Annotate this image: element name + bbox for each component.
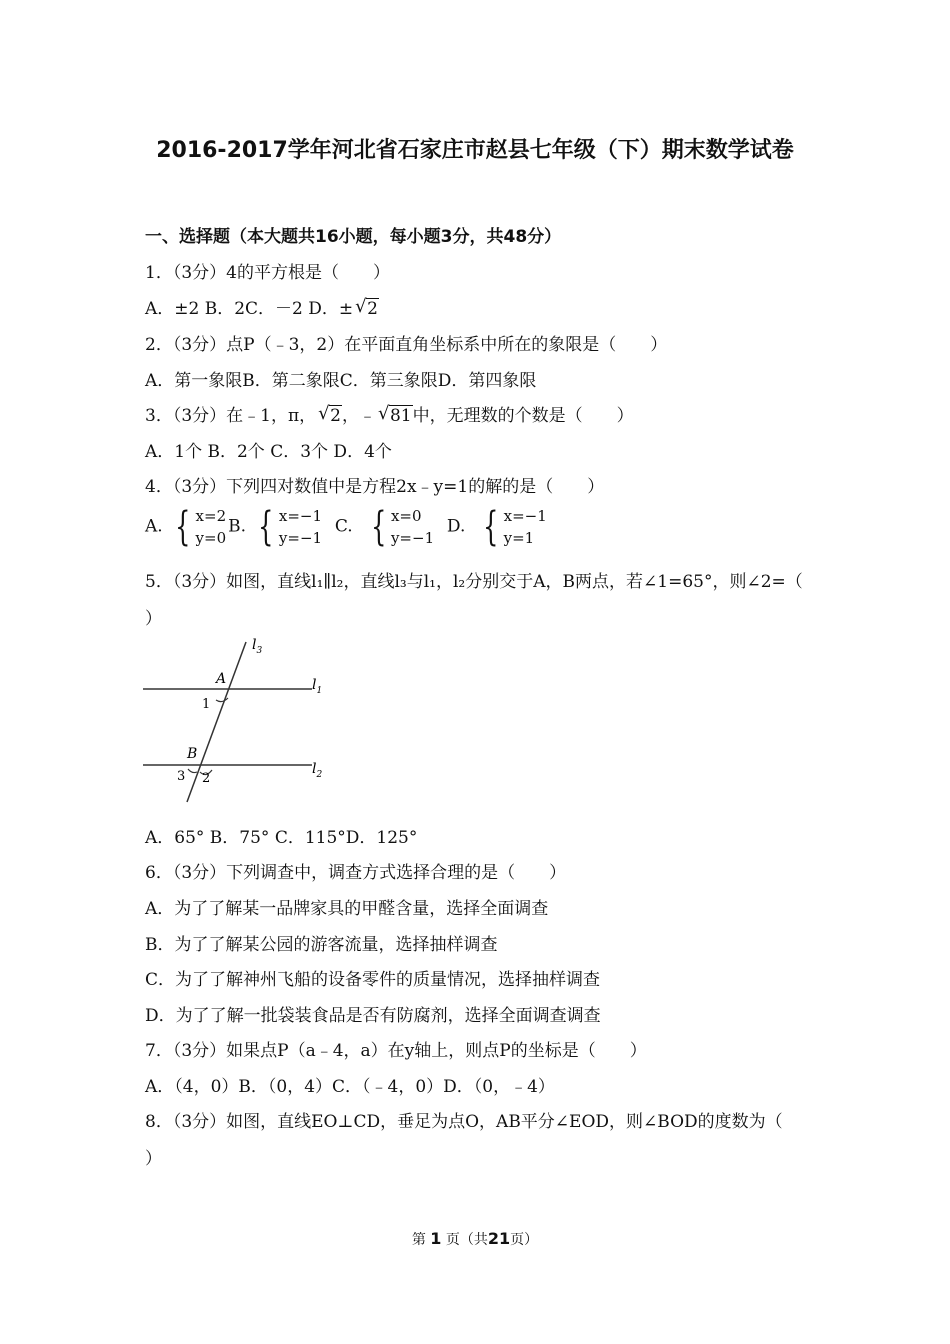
label-l2: l (312, 761, 317, 777)
equation: y=0 (195, 529, 227, 547)
footer-text: 第 (411, 1232, 426, 1248)
question-7-options: A．（4，0）B．（0，4）C．（﹣4，0）D．（0，﹣4） (145, 1077, 555, 1097)
question-6-option-d: D．为了了解一批袋装食品是否有防腐剂，选择全面调查调查 (145, 1006, 601, 1026)
label-point-b: B (187, 746, 198, 762)
footer-text: 页（共 (445, 1232, 488, 1248)
label-angle-2: 2 (202, 771, 211, 786)
radicand: 2 (330, 406, 341, 426)
equation: y=−1 (390, 529, 435, 547)
radicand: 81 (389, 406, 412, 426)
option-label: C. (334, 516, 353, 537)
label-l3-sub: 3 (256, 646, 263, 656)
page-title: 2016-2017学年河北省石家庄市赵县七年级（下）期末数学试卷 (156, 138, 794, 163)
question-3-options: A．1个 B．2个 C．3个 D．4个 (145, 442, 392, 462)
question-5-continued: ） (145, 609, 162, 629)
option-label: D. (446, 516, 466, 537)
q3-text: 3．（3分）在﹣1，π， (145, 406, 317, 426)
section-heading: 一、选择题（本大题共16小题，每小题3分，共48分） (145, 227, 562, 247)
q3-text: ，﹣ (341, 406, 376, 426)
angle-3-arc (188, 769, 197, 773)
question-5: 5．（3分）如图，直线l₁∥l₂，直线l₃与l₁，l₂分别交于A，B两点，若∠1=65°，则∠2=（ (145, 572, 803, 592)
equation: x=0 (390, 507, 422, 525)
label-l1-sub: 1 (316, 686, 323, 696)
question-6-option-b: B．为了了解某公园的游客流量，选择抽样调查 (145, 935, 498, 955)
question-6: 6．（3分）下列调查中，调查方式选择合理的是（ ） (145, 863, 567, 883)
page-number: 1 (430, 1229, 442, 1248)
q3-text: 中，无理数的个数是（ ） (412, 406, 634, 426)
question-6-option-c: C．为了了解神州飞船的设备零件的质量情况，选择抽样调查 (145, 970, 601, 990)
question-4-options (145, 505, 549, 549)
question-1: 1．（3分）4的平方根是（ ） (145, 263, 390, 283)
question-3 (145, 401, 634, 426)
sqrt-expression: √ 2 (318, 403, 341, 426)
label-point-a: A (216, 671, 227, 687)
option-label: B. (228, 516, 247, 537)
footer-text: 页） (510, 1232, 539, 1248)
equation: x=−1 (503, 507, 547, 525)
equation: x=−1 (278, 507, 323, 525)
svg-text:l3 (252, 637, 262, 656)
question-7: 7．（3分）如果点P（a﹣4，a）在y轴上，则点P的坐标是（ ） (145, 1041, 647, 1061)
equation: y=1 (503, 529, 535, 547)
question-4: 4．（3分）下列四对数值中是方程2x﹣y=1的解的是（ ） (145, 477, 605, 497)
equation-system: { x=0 y=−1 (370, 504, 435, 550)
options-text: A．±2 B．2C．－2 D．± (145, 299, 354, 319)
label-l2-sub: 2 (316, 770, 323, 780)
question-8: 8．（3分）如图，直线EO⊥CD，垂足为点O，AB平分∠EOD，则∠BOD的度数为（ (145, 1112, 783, 1132)
question-8-continued: ） (145, 1149, 162, 1169)
radicand: 2 (367, 299, 378, 319)
label-l1: l (312, 677, 317, 693)
question-2-options: A．第一象限B．第二象限C．第三象限D．第四象限 (145, 371, 537, 391)
angle-1-arc (216, 698, 228, 702)
option-label: A. (145, 516, 163, 537)
svg-text:l2 (312, 761, 322, 780)
svg-text:l1 (312, 677, 322, 696)
question-2: 2．（3分）点P（﹣3，2）在平面直角坐标系中所在的象限是（ ） (145, 335, 668, 355)
equation: x=2 (195, 507, 227, 525)
page-footer (0, 1229, 950, 1249)
equation-system: { x=−1 y=−1 (258, 504, 323, 550)
equation-system: { x=−1 y=1 (483, 504, 547, 550)
line-l3 (187, 642, 246, 802)
total-pages: 21 (487, 1229, 511, 1248)
question-1-options (145, 294, 379, 319)
sqrt-expression: √ 2 (355, 296, 378, 319)
question-6-option-a: A．为了了解某一品牌家具的甲醛含量，选择全面调查 (145, 899, 549, 919)
sqrt-expression: √ 81 (377, 403, 412, 426)
label-angle-1: 1 (202, 697, 211, 712)
question-5-options: A．65° B．75° C．115°D．125° (145, 828, 418, 848)
label-l3: l (252, 637, 257, 653)
equation: y=−1 (278, 529, 323, 547)
equation-system: { x=2 y=0 (175, 504, 227, 550)
parallel-lines-figure (140, 632, 340, 807)
label-angle-3: 3 (177, 769, 186, 784)
